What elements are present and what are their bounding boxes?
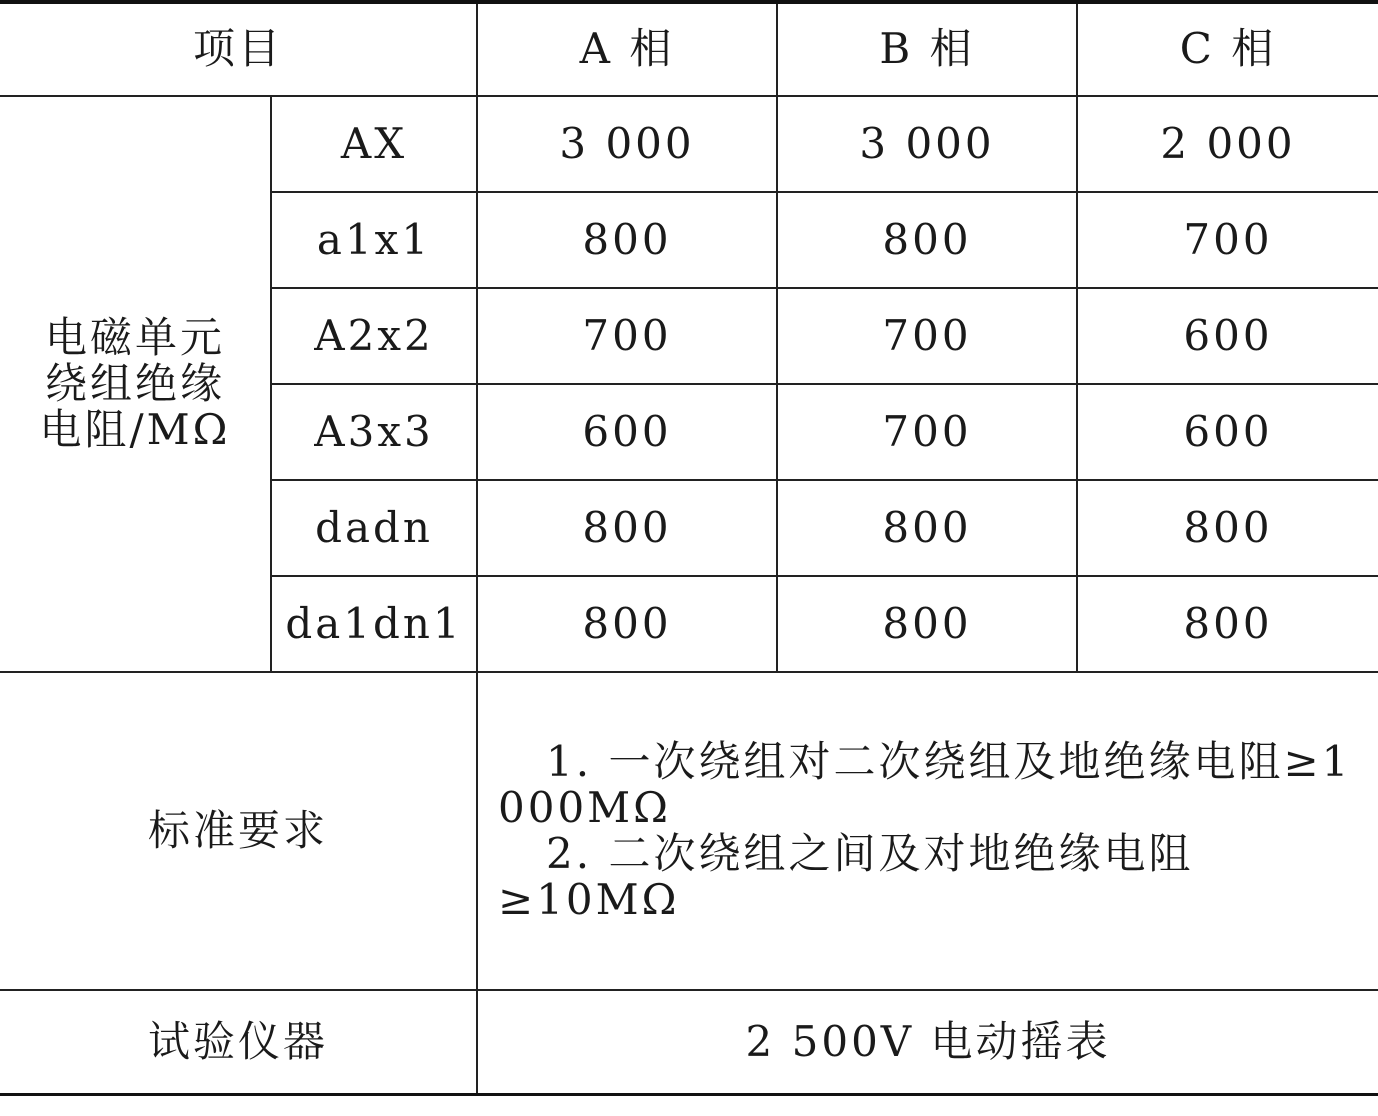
- winding-name: A3x3: [271, 384, 477, 480]
- header-phase-c: C 相: [1077, 2, 1378, 96]
- table-row: [0, 96, 1378, 192]
- value-phase-c: 600: [1077, 288, 1378, 384]
- value-phase-a: 3 000: [477, 96, 777, 192]
- winding-name: dadn: [271, 480, 477, 576]
- winding-name: AX: [271, 96, 477, 192]
- value-phase-c: 700: [1077, 192, 1378, 288]
- value-phase-a: 800: [477, 576, 777, 672]
- category-label: [0, 96, 271, 672]
- value-phase-b: 800: [777, 192, 1077, 288]
- winding-name: A2x2: [271, 288, 477, 384]
- value-phase-b: 3 000: [777, 96, 1077, 192]
- standard-label: 标准要求: [0, 672, 477, 990]
- value-phase-a: 800: [477, 480, 777, 576]
- value-phase-c: 600: [1077, 384, 1378, 480]
- value-phase-b: 800: [777, 480, 1077, 576]
- header-phase-b: B 相: [777, 2, 1077, 96]
- category-line-3: 电阻/MΩ: [39, 405, 231, 455]
- winding-name: a1x1: [271, 192, 477, 288]
- value-phase-c: 800: [1077, 480, 1378, 576]
- standard-item-2: 2. 二次绕组之间及对地绝缘电阻≥10MΩ: [498, 829, 1194, 925]
- standard-row: [0, 672, 1378, 990]
- category-line-2: 绕组绝缘: [44, 358, 225, 408]
- instrument-row: [0, 990, 1378, 1094]
- standard-requirements: [477, 672, 1378, 990]
- value-phase-b: 800: [777, 576, 1077, 672]
- instrument-value: 2 500V 电动摇表: [477, 990, 1378, 1094]
- value-phase-c: 800: [1077, 576, 1378, 672]
- value-phase-c: 2 000: [1077, 96, 1378, 192]
- value-phase-a: 700: [477, 288, 777, 384]
- value-phase-b: 700: [777, 288, 1077, 384]
- standard-item-1: 1. 一次绕组对二次绕组及地绝缘电阻≥1 000MΩ: [498, 736, 1352, 832]
- value-phase-a: 800: [477, 192, 777, 288]
- value-phase-b: 700: [777, 384, 1077, 480]
- value-phase-a: 600: [477, 384, 777, 480]
- winding-name: da1dn1: [271, 576, 477, 672]
- header-row: [0, 2, 1378, 96]
- category-line-1: 电磁单元: [44, 312, 225, 362]
- header-item: 项目: [0, 2, 477, 96]
- instrument-label: 试验仪器: [0, 990, 477, 1094]
- header-phase-a: A 相: [477, 2, 777, 96]
